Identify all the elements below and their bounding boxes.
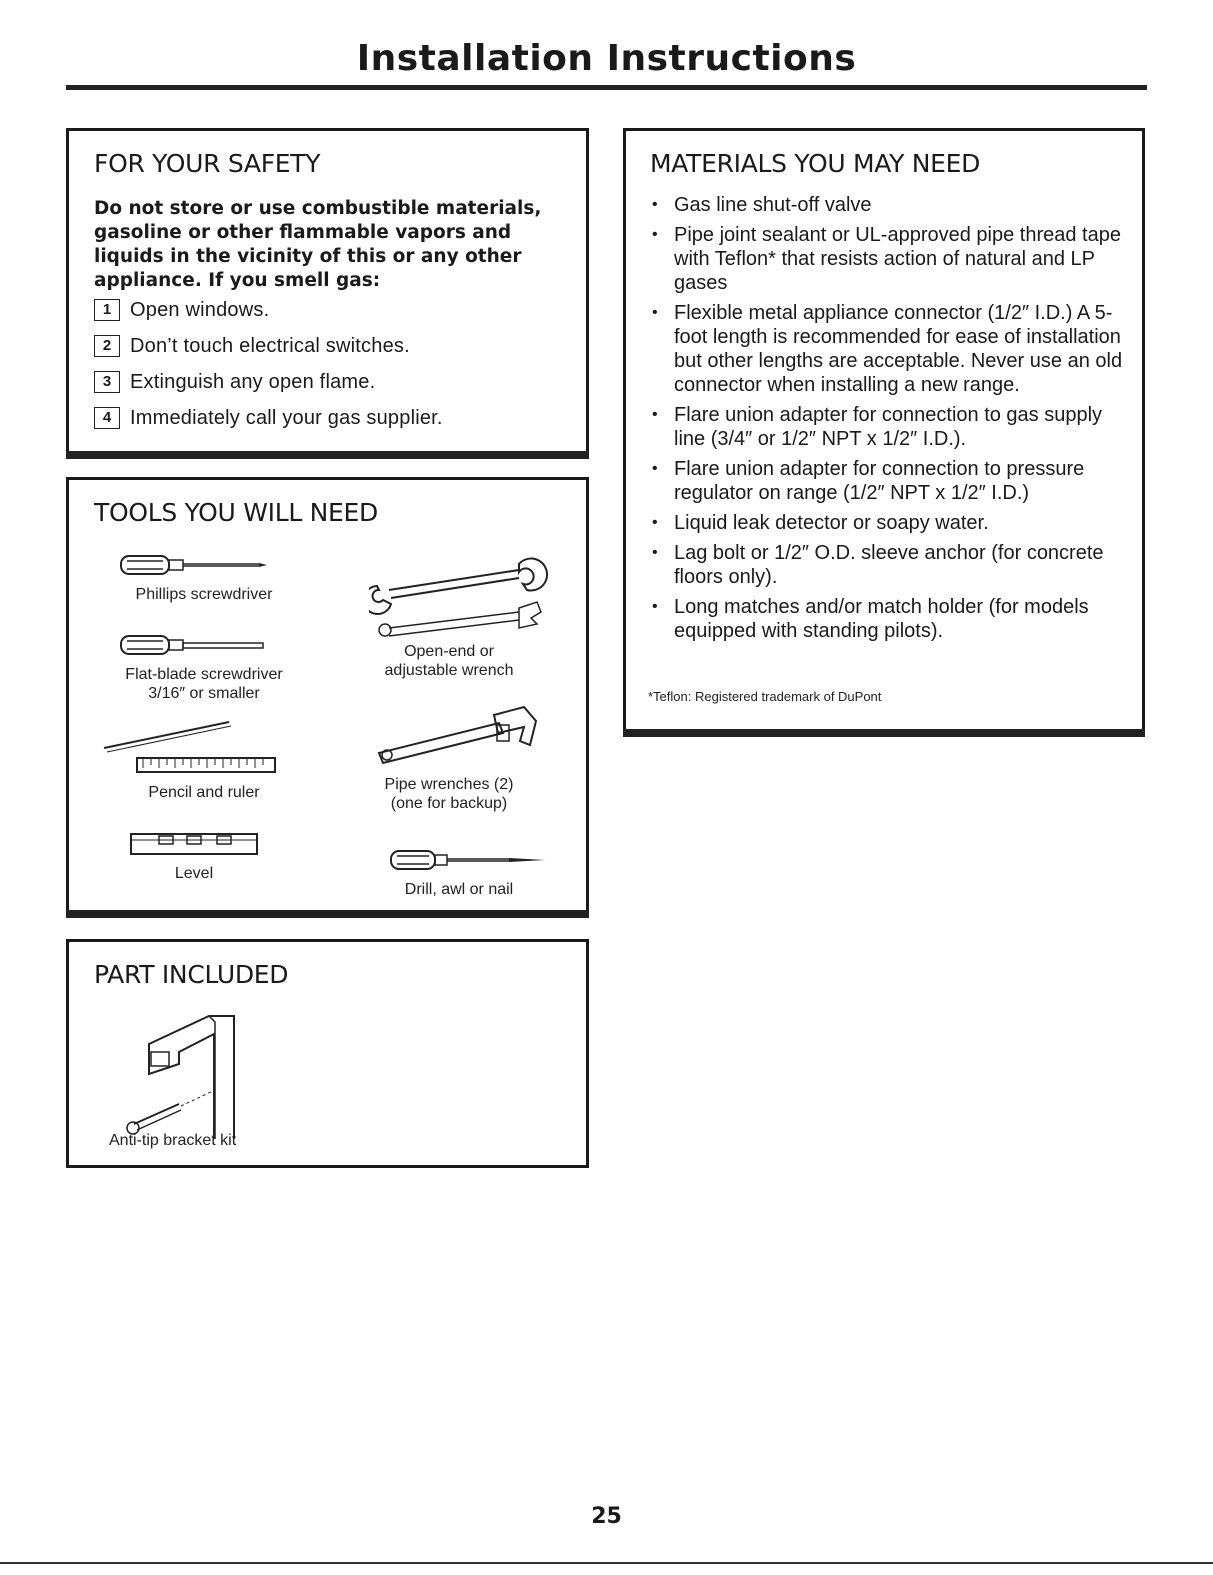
title-rule xyxy=(66,85,1147,90)
bullet-icon: • xyxy=(652,304,658,321)
list-item xyxy=(648,541,1128,589)
phillips-screwdriver-icon xyxy=(119,550,269,580)
tools-heading: TOOLS YOU WILL NEED xyxy=(94,498,378,527)
tool-label: Pipe wrenches (2) xyxy=(384,776,514,793)
safety-step xyxy=(94,403,443,433)
safety-warning: Do not store or use combustible materials, gasoline or other flammable vapors and liquids in the vicinity of this or any other appliance. If you smell gas: xyxy=(94,198,542,291)
material-text: Liquid leak detector or soapy water. xyxy=(674,512,989,534)
tool-label: Pencil and ruler xyxy=(148,784,260,801)
step-number: 4 xyxy=(94,407,120,429)
list-item xyxy=(648,403,1128,451)
list-item xyxy=(648,511,1128,535)
material-text: Long matches and/or match holder (for models equipped with standing pilots). xyxy=(674,596,1089,642)
material-text: Flexible metal appliance connector (1/2″ I.D.) A 5-foot length is recommended for ease of installation but other lengths are acceptable. Never use an old connector when installing a new range. xyxy=(674,302,1123,396)
list-item xyxy=(648,457,1128,505)
step-text: Immediately call your gas supplier. xyxy=(130,406,443,429)
step-number: 2 xyxy=(94,335,120,357)
bullet-icon: • xyxy=(652,598,658,615)
safety-step xyxy=(94,295,269,325)
pencil-ruler-icon xyxy=(99,720,279,776)
material-text: Flare union adapter for connection to pressure regulator on range (1/2″ NPT x 1/2″ I.D.) xyxy=(674,458,1085,504)
safety-box xyxy=(66,128,589,459)
list-item xyxy=(648,301,1128,397)
materials-list xyxy=(648,193,1128,649)
part-box xyxy=(66,939,589,1168)
safety-step xyxy=(94,331,410,361)
materials-heading: MATERIALS YOU MAY NEED xyxy=(650,149,981,178)
bullet-icon: • xyxy=(652,226,658,243)
step-text: Open windows. xyxy=(130,298,270,321)
tools-box xyxy=(66,477,589,918)
list-item xyxy=(648,223,1128,295)
tool-label: Drill, awl or nail xyxy=(404,881,514,898)
step-number: 3 xyxy=(94,371,120,393)
safety-heading: FOR YOUR SAFETY xyxy=(94,149,321,178)
list-item xyxy=(648,595,1128,643)
bullet-icon: • xyxy=(652,460,658,477)
material-text: Lag bolt or 1/2″ O.D. sleeve anchor (for concrete floors only). xyxy=(674,542,1104,588)
step-text: Don’t touch electrical switches. xyxy=(130,334,410,357)
tool-sublabel: (one for backup) xyxy=(390,795,508,812)
box-bottom-bar xyxy=(66,910,589,918)
tool-label: Phillips screwdriver xyxy=(135,586,273,603)
level-icon xyxy=(129,830,259,858)
anti-tip-bracket-icon xyxy=(119,1004,249,1139)
flat-blade-screwdriver-icon xyxy=(119,630,269,660)
bullet-icon: • xyxy=(652,514,658,531)
tool-sublabel: 3/16″ or smaller xyxy=(148,685,260,702)
page-number: 25 xyxy=(591,1504,622,1529)
wrench-icon xyxy=(369,550,549,640)
step-text: Extinguish any open flame. xyxy=(130,370,376,393)
part-label: Anti-tip bracket kit xyxy=(109,1132,237,1149)
bottom-rule xyxy=(0,1562,1213,1564)
pipe-wrench-icon xyxy=(369,705,549,765)
tool-label: Level xyxy=(174,865,214,882)
bullet-icon: • xyxy=(652,544,658,561)
bullet-icon: • xyxy=(652,406,658,423)
safety-step xyxy=(94,367,375,397)
tool-label: Flat-blade screwdriver xyxy=(125,666,283,683)
box-bottom-bar xyxy=(623,729,1145,737)
footnote: *Teflon: Registered trademark of DuPont xyxy=(648,689,882,704)
material-text: Gas line shut-off valve xyxy=(674,194,872,216)
materials-box xyxy=(623,128,1145,737)
tool-label: Open-end or xyxy=(404,643,494,660)
material-text: Pipe joint sealant or UL-approved pipe thread tape with Teflon* that resists action of natural and LP gases xyxy=(674,224,1121,294)
step-number: 1 xyxy=(94,299,120,321)
bullet-icon: • xyxy=(652,196,658,213)
page-title: Installation Instructions xyxy=(356,38,857,79)
awl-icon xyxy=(389,845,549,875)
material-text: Flare union adapter for connection to gas supply line (3/4″ or 1/2″ NPT x 1/2″ I.D.). xyxy=(674,404,1103,450)
part-heading: PART INCLUDED xyxy=(94,960,289,989)
box-bottom-bar xyxy=(66,451,589,459)
tool-sublabel: adjustable wrench xyxy=(384,662,514,679)
list-item xyxy=(648,193,1128,217)
